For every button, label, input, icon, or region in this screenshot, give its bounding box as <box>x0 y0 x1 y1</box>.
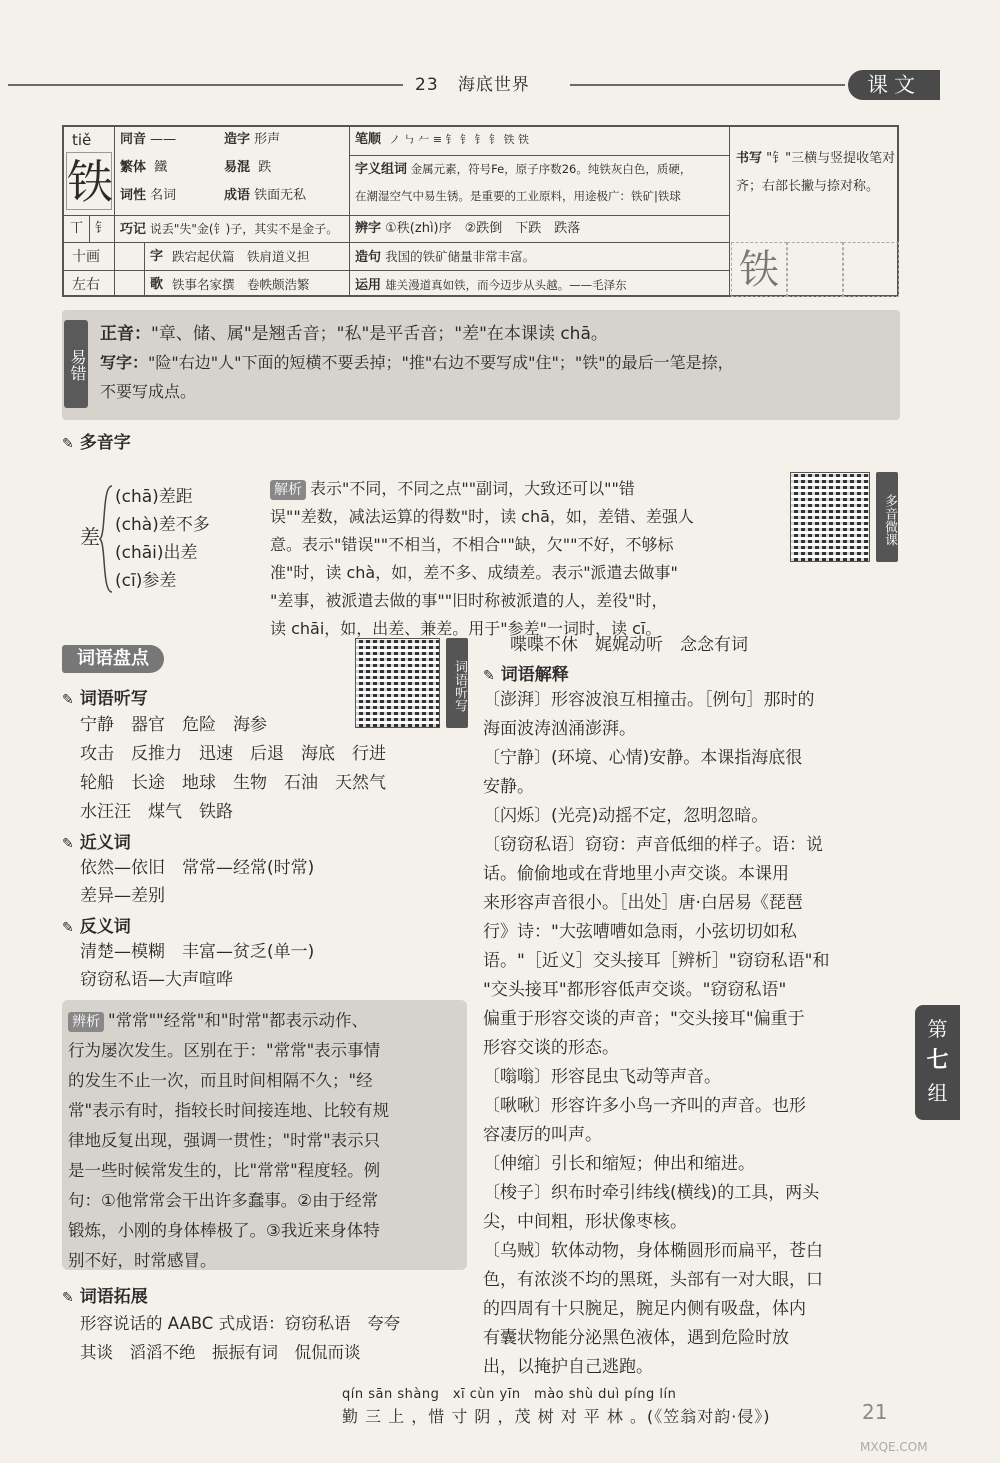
jieshi-heading <box>483 660 569 685</box>
explanation-line: 〔梭子〕织布时牵引纬线(横线)的工具，两头 <box>483 1183 820 1203</box>
pencil-icon: ✎ <box>62 920 74 936</box>
bishun-value: ノ ㇉ 𠂉 ≡ 钅 钅 钅 钅 铁 铁 <box>389 133 529 146</box>
divider <box>729 127 730 297</box>
fanti-value: 鐵 <box>154 160 168 175</box>
explanation-line: 来形容声音很小。［出处］唐·白居易《琵琶 <box>483 893 803 913</box>
yunyong-label: 运用 <box>355 278 382 293</box>
analysis-text: 表示"不同，不同之点""副词，大致还可以""错 <box>310 479 635 498</box>
shuxie-label: 书写 <box>736 151 763 166</box>
footer-couplet: 勤 三 上 ，惜 寸 阴 ，茂 树 对 平 林 。(《笠翁对韵·侵》) <box>342 1407 771 1426</box>
zhengyin-label: 正音： <box>100 324 151 344</box>
qr-code-icon[interactable] <box>790 472 870 562</box>
chengyu-label: 成语 <box>224 188 251 203</box>
tingxie-heading-text: 词语听写 <box>79 689 148 709</box>
explanation-line: 〔澎湃〕形容波浪互相撞击。［例句］那时的 <box>483 690 815 710</box>
ge-label: 歌 <box>150 277 164 292</box>
zaoju-value: 我国的铁矿储量非常丰富。 <box>385 249 536 264</box>
tingxie-heading <box>62 684 148 709</box>
explanation-line: 〔啾啾〕形容许多小鸟一齐叫的声音。也形 <box>483 1096 806 1116</box>
jieshi-heading-text: 词语解释 <box>500 665 569 685</box>
character-card <box>62 125 899 297</box>
bishun-row <box>355 131 529 149</box>
unit-side-tab <box>915 1005 960 1120</box>
cixing-row <box>120 187 176 205</box>
section-tab: 课文 <box>848 70 940 100</box>
explanation-line: 〔乌贼〕软体动物，身体椭圆形而扁平，苍白 <box>483 1241 823 1261</box>
qiaoji-row <box>120 220 338 239</box>
side-tab-char: 组 <box>927 1081 948 1105</box>
bishun-label: 笔顺 <box>355 132 382 147</box>
bianxi-line: 别不好，时常感冒。 <box>68 1251 217 1270</box>
zaoju-label: 造句 <box>355 250 382 265</box>
analysis-line: "差事，被派遣去做的事""旧时称被派遣的人，差役"时， <box>270 591 668 610</box>
zaozi-label: 造字 <box>224 132 251 147</box>
fanyi-heading <box>62 912 131 937</box>
jinyi-line: 差异—差别 <box>80 886 165 906</box>
pencil-icon: ✎ <box>62 836 74 852</box>
bianzi-row <box>355 220 580 238</box>
bianxi-line: 是一些时候常发生的，比"常常"程度轻。例 <box>68 1161 381 1180</box>
yunyong-value: 雄关漫道真如铁，而今迈步从头越。——毛泽东 <box>385 278 627 292</box>
yicuo-tag: 易错 <box>64 320 88 408</box>
explanation-line: 容凄厉的叫声。 <box>483 1125 602 1145</box>
ziyi-value-1: 金属元素，符号Fe，原子序数26。纯铁灰白色，质硬， <box>410 162 692 176</box>
bianxi-tag: 辨析 <box>68 1012 104 1032</box>
explanation-line: 语。"［近义］交头接耳［辨析］"窃窃私语"和 <box>483 951 830 971</box>
analysis-line: 误""差数，减法运算的得数"时，读 chā，如，差错、差强人 <box>270 507 694 526</box>
page-number: 21 <box>862 1400 888 1424</box>
qr-label: 词语听写 <box>446 638 468 728</box>
ziyi-row <box>355 160 691 179</box>
shuxie-value: "钅"三横与竖提收笔对齐；右部长撇与捺对称。 <box>736 151 896 194</box>
explanation-line: 话。偷偷地或在背地里小声交谈。本课用 <box>483 864 789 884</box>
zhengyin-text: "章、储、属"是翘舌音；"私"是平舌音；"差"在本课读 chā。 <box>151 324 608 344</box>
tingxie-line: 水汪汪 煤气 铁路 <box>80 802 233 822</box>
duoyin-reading: (cī)参差 <box>115 571 177 591</box>
zhengyin-line <box>100 320 608 348</box>
cixing-label: 词性 <box>120 188 147 203</box>
ge-value: 铁事名家撰 卷帙颇浩繁 <box>172 277 310 292</box>
yihun-value: 跌 <box>258 160 272 175</box>
practice-box <box>787 242 843 297</box>
pinyin: tiě <box>72 131 92 149</box>
xiezi-label: 写字： <box>100 353 149 372</box>
divider <box>349 215 729 216</box>
duoyin-reading: (chāi)出差 <box>115 543 198 563</box>
right-top-line: 喋喋不休 娓娓动听 念念有词 <box>510 635 748 655</box>
divider <box>349 127 350 297</box>
lesson-number: 23 <box>415 75 439 95</box>
fanyi-line: 窃窃私语—大声喧哗 <box>80 970 233 990</box>
bianxi-content <box>68 1006 463 1276</box>
explanation-list <box>483 686 903 1382</box>
duoyin-analysis <box>270 475 780 643</box>
tingxie-line: 攻击 反推力 迅速 后退 海底 行进 <box>80 744 386 764</box>
explanation-line: 色，有浓淡不均的黑斑，头部有一对大眼，口 <box>483 1270 823 1290</box>
xiezi-text-1: "险"右边"人"下面的短横不要丢掉；"推"右边不要写成"住"；"铁"的最后一笔是捺， <box>148 353 734 372</box>
duoyin-char: 差 <box>80 525 100 549</box>
yihun-row <box>224 159 271 177</box>
qr-code-icon[interactable] <box>355 638 440 728</box>
tuozhan-line: 其谈 滔滔不绝 振振有词 侃侃而谈 <box>80 1343 361 1362</box>
bianxi-line: 律地反复出现，强调一贯性；"时常"表示只 <box>68 1131 381 1150</box>
pencil-icon: ✎ <box>62 436 74 452</box>
analysis-line: 意。表示"错误""不相当，不相合""缺，欠""不好，不够标 <box>270 535 674 554</box>
radical-label: 丅 <box>70 221 84 236</box>
explanation-line: 偏重于形容交谈的声音；"交头接耳"偏重于 <box>483 1009 805 1029</box>
analysis-line <box>270 475 780 503</box>
strokes-label: 十画 <box>72 249 100 265</box>
bianzi-label: 辨字 <box>355 221 382 236</box>
fanti-label: 繁体 <box>120 160 147 175</box>
explanation-line: 海面波涛汹涌澎湃。 <box>483 719 636 739</box>
ziyi-label: 字义组词 <box>355 162 408 177</box>
ciyu-banner: 词语盘点 <box>62 645 164 673</box>
qiaoji-value: 说丢"失"金(钅)子，其实不是金子。 <box>149 222 339 236</box>
zi-label: 字 <box>150 249 164 264</box>
zaozi-row <box>224 131 280 149</box>
footer-pinyin: qín sān shàng xī cùn yīn mào shù duì píng lín <box>342 1387 677 1402</box>
explanation-line: 〔闪烁〕(光亮)动摇不定，忽明忽暗。 <box>483 806 769 826</box>
bianxi-line: 锻炼，小刚的身体棒极了。③我近来身体特 <box>68 1221 380 1240</box>
duoyinzi-heading <box>62 428 131 453</box>
practice-char: 铁 <box>739 247 779 293</box>
ziyi-value-2: 在潮湿空气中易生锈。是重要的工业原料，用途极广：铁矿|铁球 <box>355 189 681 203</box>
duoyin-reading: (chā)差距 <box>115 487 193 507</box>
header-rule-right <box>570 84 845 86</box>
tongyin-label: 同音 <box>120 132 147 147</box>
chengyu-row <box>224 187 306 205</box>
fanyi-heading-text: 反义词 <box>79 917 131 937</box>
divider <box>114 127 115 297</box>
tongyin-value: —— <box>150 132 177 147</box>
chengyu-value: 铁面无私 <box>254 188 307 203</box>
radical: 钅 <box>95 221 109 236</box>
bianxi-line: 句：①他常常会干出许多蠢事。②由于经常 <box>68 1191 379 1210</box>
lesson-title: 海底世界 <box>457 75 530 95</box>
bianxi-line: 的发生不止一次，而且时间相隔不久；"经 <box>68 1071 373 1090</box>
explanation-line: 尖，中间粗，形状像枣核。 <box>483 1212 687 1232</box>
tingxie-line: 宁静 器官 危险 海参 <box>80 715 267 735</box>
fanyi-line: 清楚—模糊 丰富—贫乏(单一) <box>80 942 315 962</box>
analysis-line: 准"时，读 chà，如，差不多、成绩差。表示"派遣去做事" <box>270 563 678 582</box>
divider <box>349 155 729 156</box>
side-tab-char: 七 <box>926 1048 949 1073</box>
divider <box>89 215 90 242</box>
tuozhan-line: 形容说话的 AABC 式成语：窃窃私语 夸夸 <box>80 1314 401 1333</box>
divider <box>64 270 729 271</box>
yunyong-row <box>355 276 627 295</box>
explanation-line: 形容交谈的形态。 <box>483 1038 619 1058</box>
explanation-line: 出，以掩护自己逃跑。 <box>483 1357 653 1377</box>
structure-label: 左右 <box>72 277 100 293</box>
pencil-icon: ✎ <box>62 1290 74 1306</box>
header-rule-left <box>8 84 403 86</box>
explanation-line: 〔宁静〕(环境、心情)安静。本课指海底很 <box>483 748 803 768</box>
lesson-header <box>415 70 530 95</box>
main-character: 铁 <box>66 152 112 210</box>
duoyinzi-heading-text: 多音字 <box>79 433 131 453</box>
brace-icon <box>98 484 114 594</box>
divider <box>144 242 145 297</box>
duoyin-reading: (chà)差不多 <box>115 515 210 535</box>
cixing-value: 名词 <box>150 188 177 203</box>
bianxi-line: 常"表示有时，指较长时间接连地、比较有规 <box>68 1101 390 1120</box>
pencil-icon: ✎ <box>62 692 74 708</box>
bianxi-line: 行为屡次发生。区别在于："常常"表示事情 <box>68 1041 381 1060</box>
shuxie-block <box>736 145 896 201</box>
divider <box>64 215 349 216</box>
zaoju-row <box>355 248 535 267</box>
pencil-icon: ✎ <box>483 668 495 684</box>
analysis-tag: 解析 <box>270 480 306 500</box>
explanation-line: "交头接耳"都形容低声交谈。"窃窃私语" <box>483 980 787 1000</box>
bianxi-line <box>68 1006 463 1036</box>
explanation-line: 〔窃窃私语〕窃窃：声音低细的样子。语：说 <box>483 835 823 855</box>
side-tab-char: 第 <box>927 1017 948 1041</box>
jinyi-heading-text: 近义词 <box>79 833 131 853</box>
zaozi-value: 形声 <box>254 132 281 147</box>
zi-value: 跌宕起伏篇 铁肩道义担 <box>172 249 310 264</box>
bianzi-value: ①秩(zhì)序 ②跌倒 下跌 跌落 <box>385 221 581 236</box>
practice-box <box>843 242 899 297</box>
tingxie-line: 轮船 长途 地球 生物 石油 天然气 <box>80 773 386 793</box>
tongyin-row <box>120 131 176 149</box>
practice-box <box>731 242 787 297</box>
explanation-line: 〔伸缩〕引长和缩短；伸出和缩进。 <box>483 1154 755 1174</box>
jinyi-heading <box>62 828 131 853</box>
explanation-line: 行》诗："大弦嘈嘈如急雨，小弦切切如私 <box>483 922 797 942</box>
divider <box>64 242 729 243</box>
yihun-label: 易混 <box>224 160 251 175</box>
tuozhan-heading <box>62 1282 148 1307</box>
tuozhan-heading-text: 词语拓展 <box>79 1287 148 1307</box>
qiaoji-label: 巧记 <box>120 222 147 237</box>
fanti-row <box>120 159 167 177</box>
bianxi-text: "常常""经常"和"时常"都表示动作、 <box>108 1011 369 1030</box>
explanation-line: 的四周有十只腕足，腕足内侧有吸盘，体内 <box>483 1299 806 1319</box>
explanation-line: 有囊状物能分泌黑色液体，遇到危险时放 <box>483 1328 789 1348</box>
xiezi-text-2: 不要写成点。 <box>100 382 197 401</box>
explanation-line: 安静。 <box>483 777 534 797</box>
jinyi-line: 依然—依旧 常常—经常(时常) <box>80 858 315 878</box>
analysis-line: 读 chāi，如，出差、兼差。用于"参差"一词时，读 cī。 <box>270 619 662 638</box>
watermark: MXQE.COM <box>860 1440 928 1454</box>
qr-label: 多音微课 <box>876 472 898 562</box>
xiezi-line <box>100 349 734 377</box>
explanation-line: 〔嗡嗡〕形容昆虫飞动等声音。 <box>483 1067 721 1087</box>
